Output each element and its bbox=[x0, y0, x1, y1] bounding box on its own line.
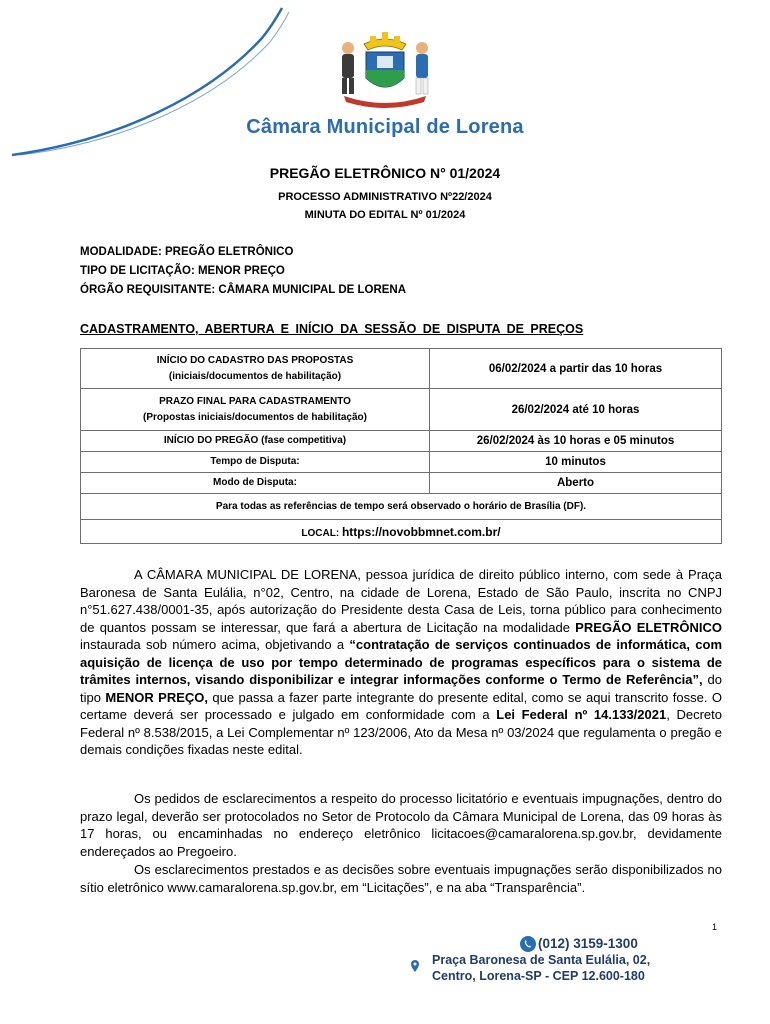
phone-icon bbox=[520, 936, 536, 952]
row-label bbox=[81, 349, 430, 389]
p1-modality: PREGÃO ELETRÔNICO bbox=[575, 619, 722, 635]
row-label: Tempo de Disputa: bbox=[81, 452, 430, 473]
p1-object: “contratação de serviços continuados de informática, com aquisição de licença de uso por tempo determinado de programas específicos para o sistema de trâmites internos, visando disponibilizar e integrar informações conforme o Termo de Referência”, bbox=[80, 637, 723, 687]
p1-text: que passa a fazer parte integrante do presente edital, como se aqui transcrito fosse. O certame deverá ser processado e julgado em conformidade com a bbox=[80, 689, 722, 722]
modality-line: MODALIDADE: PREGÃO ELETRÔNICO bbox=[80, 246, 294, 258]
p1-law: Lei Federal nº 14.133/2021 bbox=[496, 707, 667, 722]
local-url-link[interactable]: https://novobbmnet.com.br/ bbox=[341, 524, 501, 539]
schedule-table bbox=[80, 348, 722, 544]
publication-paragraph bbox=[80, 861, 722, 896]
local-row bbox=[81, 520, 722, 544]
document-title: PREGÃO ELETRÔNICO N° 01/2024 bbox=[269, 165, 501, 181]
process-number: PROCESSO ADMINISTRATIVO Nº22/2024 bbox=[278, 191, 492, 203]
intro-paragraph bbox=[80, 566, 722, 759]
footer-phone: (012) 3159-1300 bbox=[538, 936, 638, 951]
clarifications-paragraph bbox=[80, 790, 722, 860]
location-pin-icon bbox=[410, 960, 420, 972]
requesting-agency-line: ÓRGÃO REQUISITANTE: CÂMARA MUNICIPAL DE LORENA bbox=[80, 284, 407, 296]
local-label: LOCAL: bbox=[301, 527, 340, 539]
row-label-main: PRAZO FINAL PARA CADASTRAMENTO bbox=[159, 395, 351, 407]
table-row bbox=[81, 431, 722, 452]
table-row bbox=[81, 452, 722, 473]
timezone-note: Para todas as referências de tempo será observado o horário de Brasília (DF). bbox=[81, 494, 722, 520]
section-title: CADASTRAMENTO, ABERTURA E INÍCIO DA SESSÃO DE DISPUTA DE PREÇOS bbox=[80, 322, 584, 336]
row-value: 10 minutos bbox=[430, 452, 722, 473]
row-label: Modo de Disputa: bbox=[81, 473, 430, 494]
table-row bbox=[81, 494, 722, 520]
row-label-sub: (Propostas iniciais/documentos de habilitação) bbox=[143, 411, 367, 423]
row-label: INÍCIO DO PREGÃO (fase competitiva) bbox=[81, 431, 430, 452]
row-value: 26/02/2024 até 10 horas bbox=[430, 389, 722, 431]
footer-address-line2: Centro, Lorena-SP - CEP 12.600-180 bbox=[432, 969, 645, 983]
p1-text: , Decreto Federal nº 8.538/2015, a Lei Complementar nº 123/2006, Ato da Mesa nº 03/2024 que regulamenta o pregão e demais condições fixadas neste edital. bbox=[80, 707, 722, 757]
p1-text: A CÂMARA MUNICIPAL DE LORENA, pessoa jurídica de direito público interno, com sede à Praça Baronesa de Santa Eulália, n°02, Centro, na cidade de Lorena, Estado de São Paulo, inscrita no CNPJ n°51.627.438/0001-35, após autorização do Presidente desta Casa de Leis, torna público para conhecimento de quantos possam se interessar, que fará a abertura de Licitação na modalidade bbox=[80, 567, 722, 635]
table-row bbox=[81, 520, 722, 544]
row-value: Aberto bbox=[430, 473, 722, 494]
footer-address-line1: Praça Baronesa de Santa Eulália, 02, bbox=[432, 953, 651, 967]
p1-text: instaurada sob número acima, objetivando a bbox=[80, 637, 345, 652]
brand-name: Câmara Municipal de Lorena bbox=[246, 116, 524, 138]
table-row bbox=[81, 349, 722, 389]
row-value: 26/02/2024 às 10 horas e 05 minutos bbox=[430, 431, 722, 452]
bid-type-line: TIPO DE LICITAÇÃO: MENOR PREÇO bbox=[80, 265, 285, 277]
p3-text: Os esclarecimentos prestados e as decisões sobre eventuais impugnações serão disponibilizados no sítio eletrônico www.camaralorena.sp.gov.br, em “Licitações”, e na aba “Transparência”. bbox=[80, 862, 722, 895]
table-row bbox=[81, 389, 722, 431]
p1-text: do tipo bbox=[80, 672, 722, 705]
edital-draft-number: MINUTA DO EDITAL Nº 01/2024 bbox=[304, 209, 466, 221]
p1-criteria: MENOR PREÇO, bbox=[105, 689, 208, 705]
p2-text: Os pedidos de esclarecimentos a respeito do processo licitatório e eventuais impugnações, dentro do prazo legal, deverão ser protocolados no Setor de Protocolo da Câmara Municipal de Lorena, das 09 horas às 17 horas, ou encaminhadas no endereço eletrônico licitacoes@camaralorena.sp.gov.br, devidamente endereçados ao Pregoeiro. bbox=[80, 791, 722, 859]
row-label-sub: (iniciais/documentos de habilitação) bbox=[168, 370, 342, 382]
row-label-main: INÍCIO DO CADASTRO DAS PROPOSTAS bbox=[156, 354, 354, 366]
table-row bbox=[81, 473, 722, 494]
row-label bbox=[81, 389, 430, 431]
municipal-crest-logo bbox=[330, 30, 440, 108]
page-number: 1 bbox=[712, 922, 718, 932]
row-value: 06/02/2024 a partir das 10 horas bbox=[430, 349, 722, 389]
footer-address bbox=[432, 952, 650, 984]
